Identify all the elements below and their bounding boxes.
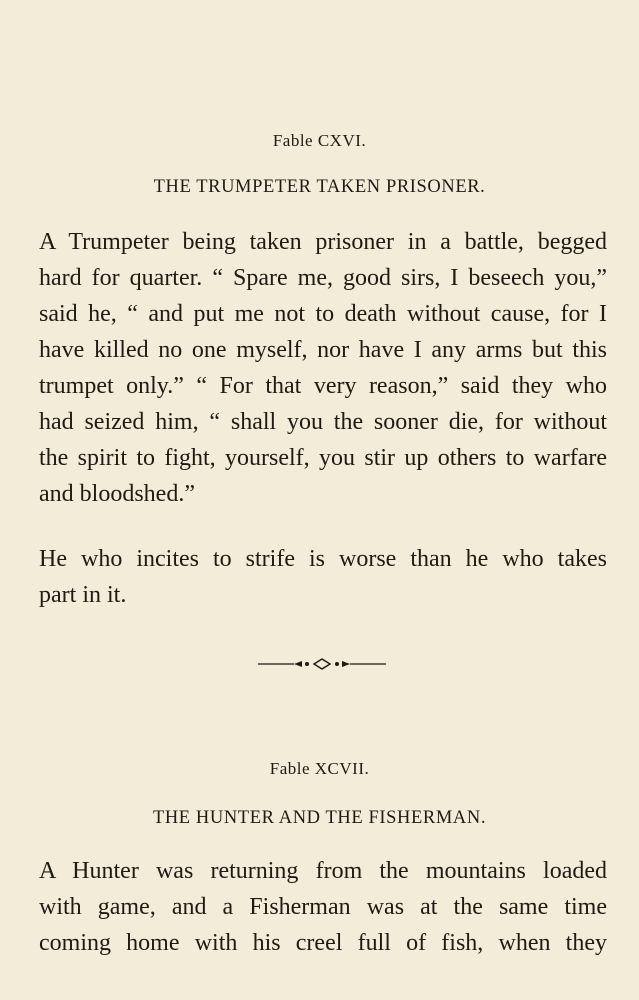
text-line: had seized him, “ shall you the sooner die, for without — [39, 409, 607, 435]
moral-line: part in it. — [39, 582, 127, 608]
text-line: coming home with his creel full of fish, when they — [39, 930, 607, 956]
fable-number: Fable XCVII. — [269, 759, 370, 778]
text-line: and bloodshed.” — [39, 481, 195, 507]
decorative-rule-icon — [258, 657, 386, 671]
fable-title: THE HUNTER AND THE FISHERMAN. — [152, 808, 487, 828]
text-line: A Trumpeter being taken prisoner in a battle, begged — [39, 229, 607, 255]
text-line: trumpet only.” “ For that very reason,” said they who — [39, 373, 607, 399]
fable-title: THE TRUMPETER TAKEN PRISONER. — [153, 177, 486, 197]
moral-line: He who incites to strife is worse than he who takes — [39, 546, 607, 572]
text-line: have killed no one myself, nor have I any arms but this — [39, 337, 607, 363]
text-line: with game, and a Fisherman was at the same time — [39, 894, 607, 920]
text-line: A Hunter was returning from the mountains loaded — [39, 858, 607, 884]
fable-number: Fable CXVI. — [272, 131, 367, 150]
text-line: the spirit to fight, yourself, you stir up others to warfare — [39, 445, 607, 471]
text-line: said he, “ and put me not to death without cause, for I — [39, 301, 607, 327]
text-line: hard for quarter. “ Spare me, good sirs, I beseech you,” — [39, 265, 607, 291]
